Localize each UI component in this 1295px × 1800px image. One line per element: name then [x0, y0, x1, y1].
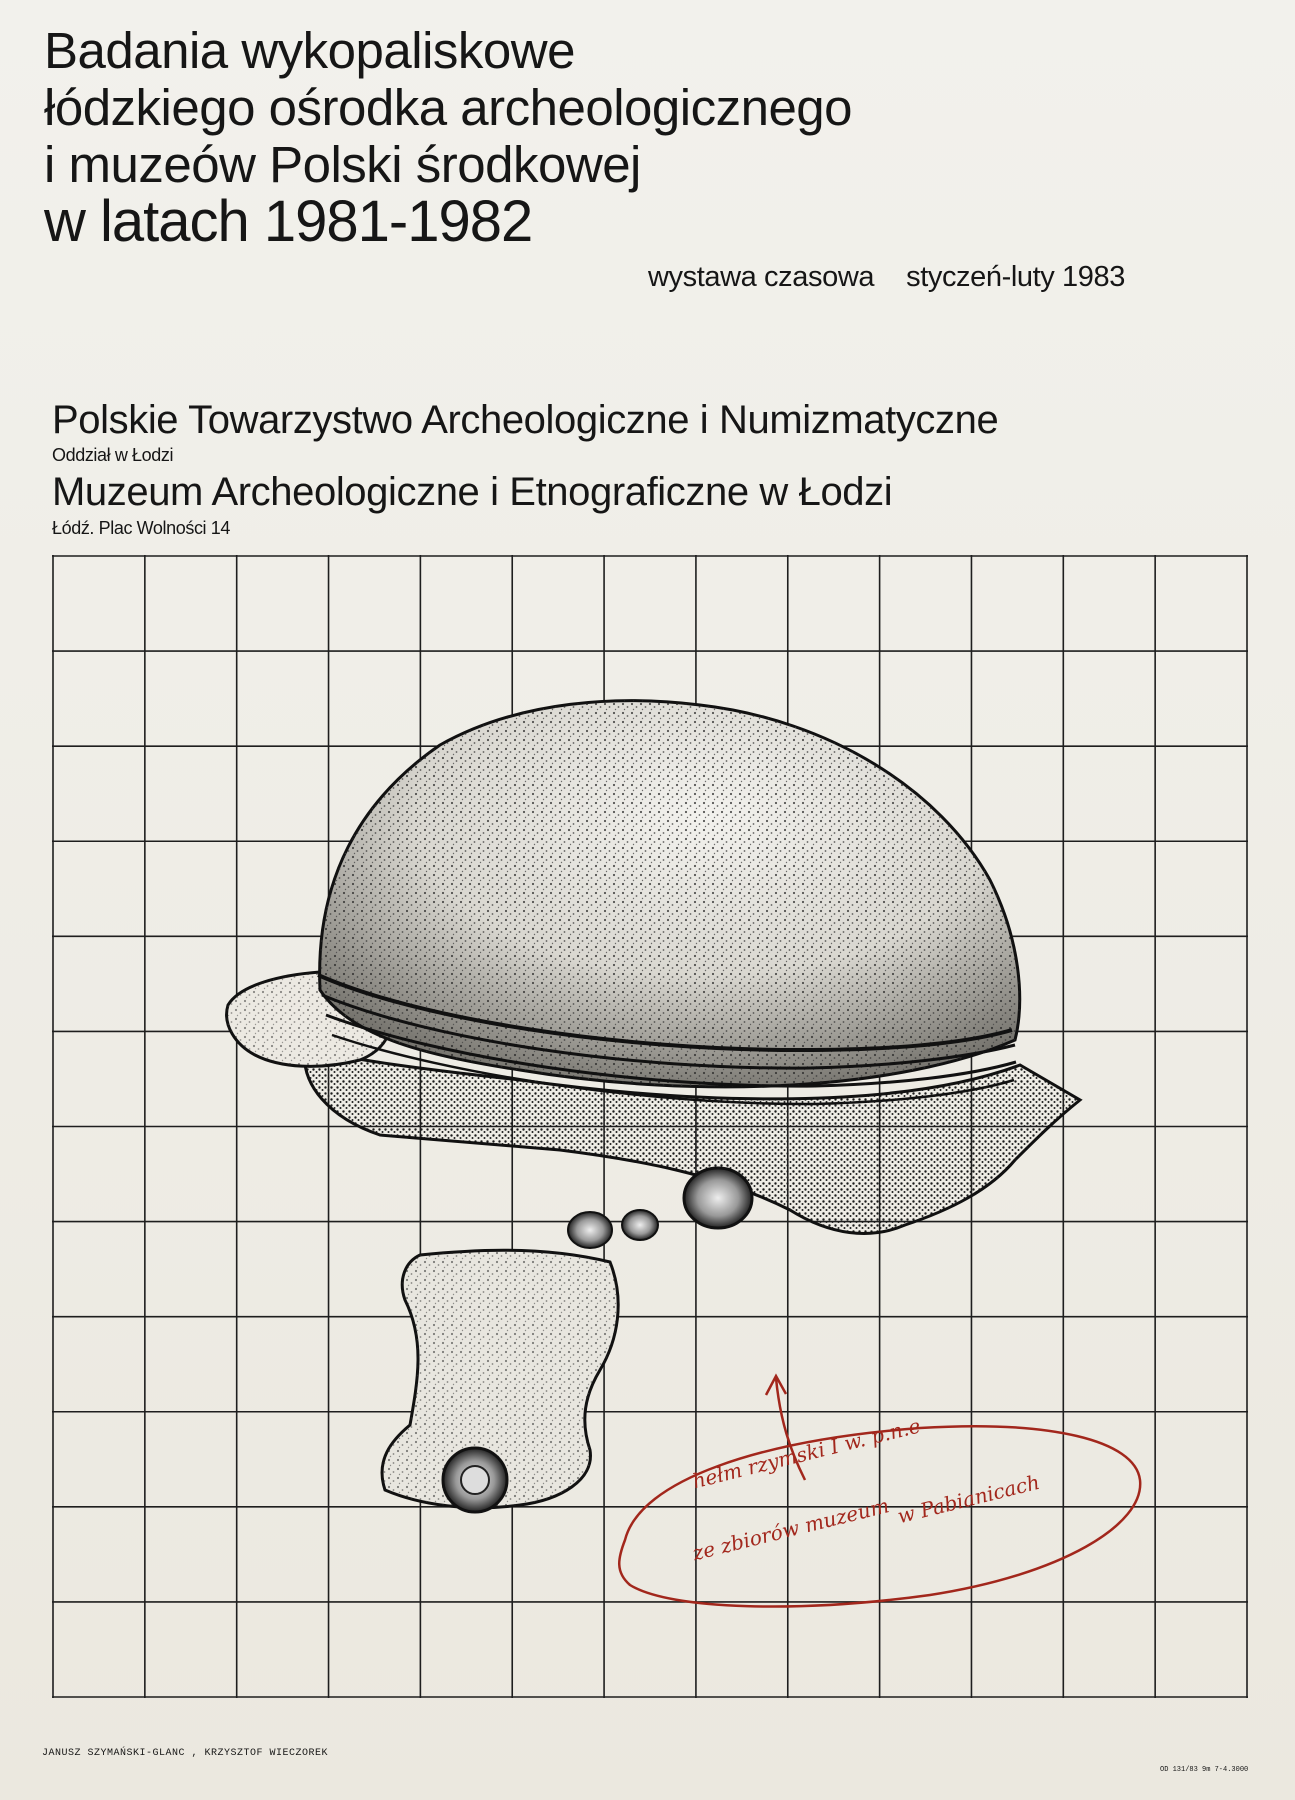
print-code: OD 131/83 9m 7-4.3000	[1160, 1766, 1249, 1774]
title-line-1: Badania wykopaliskowe	[44, 22, 575, 79]
designer-credits: JANUSZ SZYMAŃSKI-GLANC , KRZYSZTOF WIECZOREK	[42, 1748, 329, 1759]
annotation-line-1: hełm rzymski I w. p.n.e	[690, 1413, 923, 1494]
exhibition-dates: styczeń-luty 1983	[906, 261, 1125, 293]
title-line-3: i muzeów Polski środkowej	[44, 136, 641, 193]
title-line-2: łódzkiego ośrodka archeologicznego	[44, 79, 853, 136]
annotation-line-2: ze zbiorów muzeum	[690, 1493, 892, 1566]
excavation-grid	[52, 555, 1248, 1698]
organizer-museum: Muzeum Archeologiczne i Etnograficzne w Łodzi	[52, 470, 893, 514]
annotation-line-3: w Pabianicach	[895, 1469, 1043, 1529]
organizer-society: Polskie Towarzystwo Archeologiczne i Numizmatyczne	[52, 398, 999, 442]
organizer-museum-address: Łódź. Plac Wolności 14	[52, 518, 230, 538]
exhibition-type: wystawa czasowa	[648, 261, 875, 293]
exhibition-info	[648, 261, 1125, 294]
organizer-society-branch: Oddział w Łodzi	[52, 445, 174, 465]
title-line-4: w latach 1981-1982	[44, 189, 533, 254]
poster-title	[44, 22, 853, 254]
